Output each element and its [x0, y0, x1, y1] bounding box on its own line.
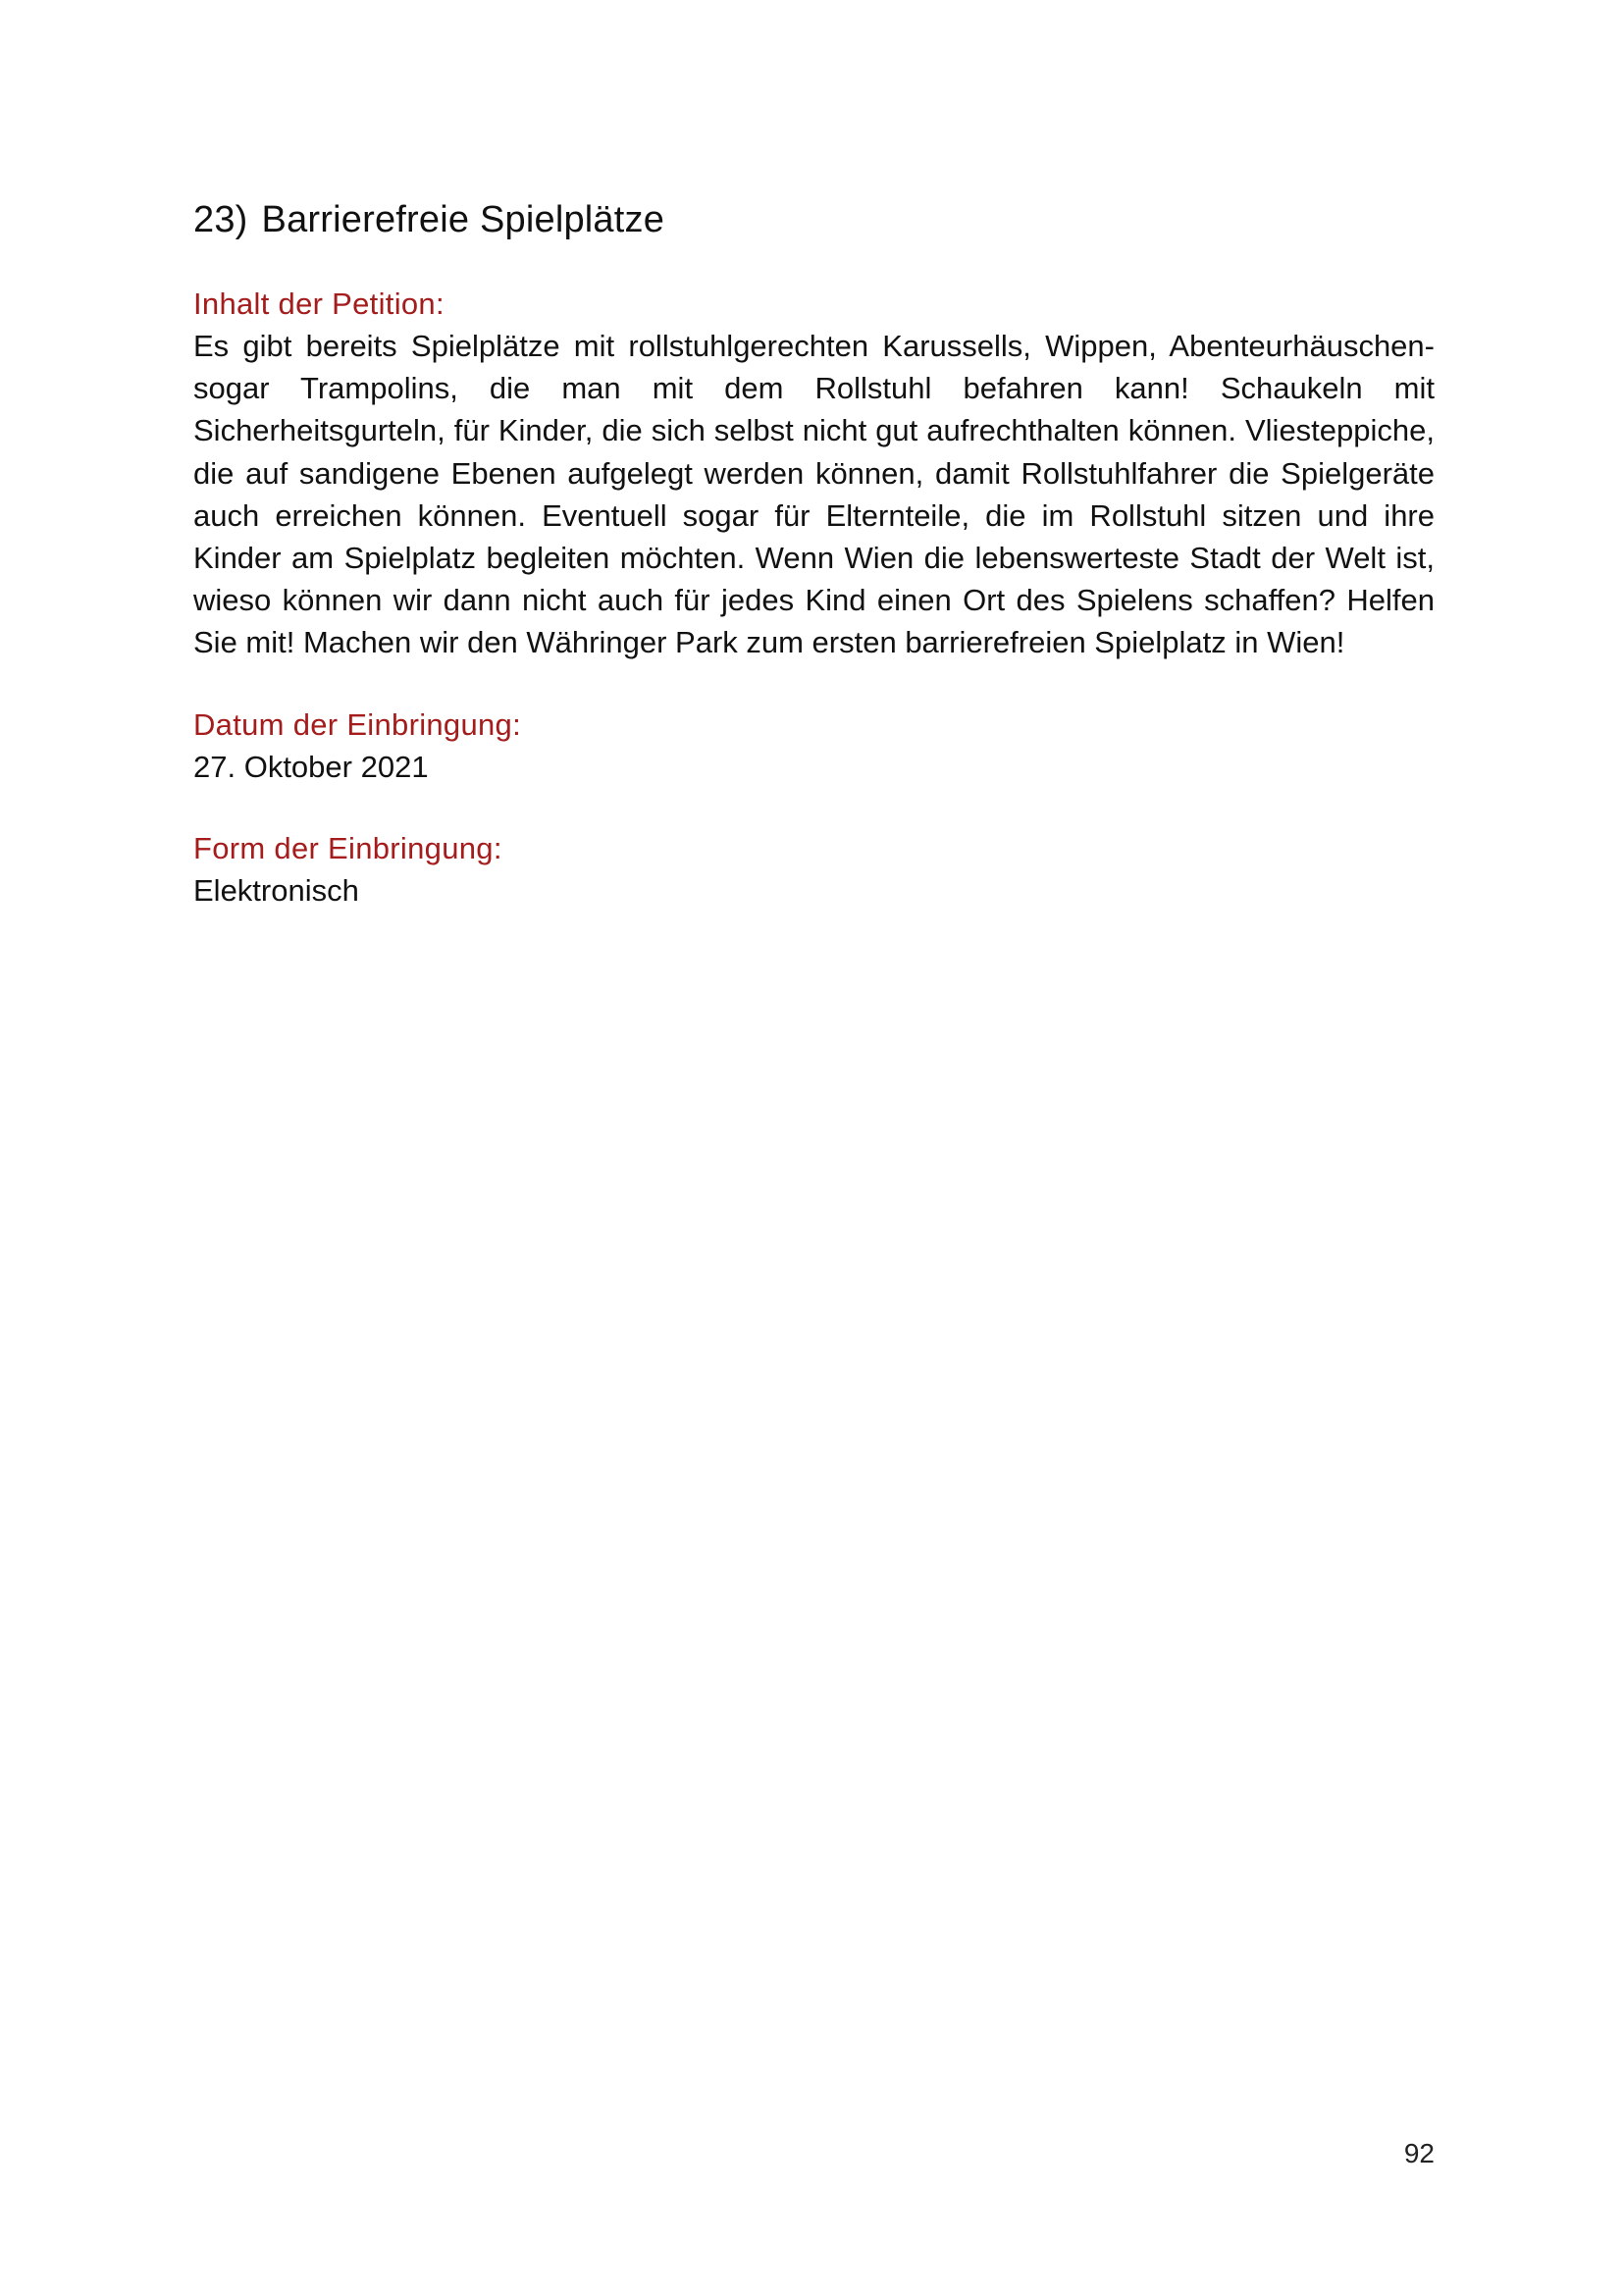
page-content: [193, 196, 1435, 951]
section-title: Barrierefreie Spielplätze: [261, 199, 665, 240]
submission-date-label: Datum der Einbringung:: [193, 706, 522, 742]
submission-date-value: 27. Oktober 2021: [193, 749, 429, 784]
petition-content-label: Inhalt der Petition:: [193, 287, 445, 321]
submission-form-value: Elektronisch: [193, 872, 359, 908]
submission-form-block: [193, 827, 1435, 912]
petition-content-block: [193, 283, 1435, 664]
section-heading: [193, 196, 1435, 243]
page-number: 92: [1403, 2138, 1435, 2168]
submission-date-block: [193, 704, 1435, 788]
petition-content-text: Es gibt bereits Spielplätze mit rollstuhlgerechten Karussells, Wippen, Abenteurhäuschen-sogar Trampolins, die man mit dem Rollstuhl befahren kann! Schaukeln mit Sicherheitsgurteln, für Kinder, die sich selbst nicht gut aufrechthalten können. Vliesteppiche, die auf sandigene Ebenen aufgelegt werden können, damit Rollstuhlfahrer die Spielgeräte auch erreichen können. Eventuell sogar für Elternteile, die im Rollstuhl sitzen und ihre Kinder am Spielplatz begleiten möchten. Wenn Wien die lebenswerteste Stadt der Welt ist, wieso können wir dann nicht auch für jedes Kind einen Ort des Spielens schaffen? Helfen Sie mit! Machen wir den Währinger Park zum ersten barrierefreien Spielplatz in Wien!: [193, 329, 1435, 660]
section-number: 23): [193, 199, 248, 240]
submission-form-label: Form der Einbringung:: [193, 830, 502, 865]
